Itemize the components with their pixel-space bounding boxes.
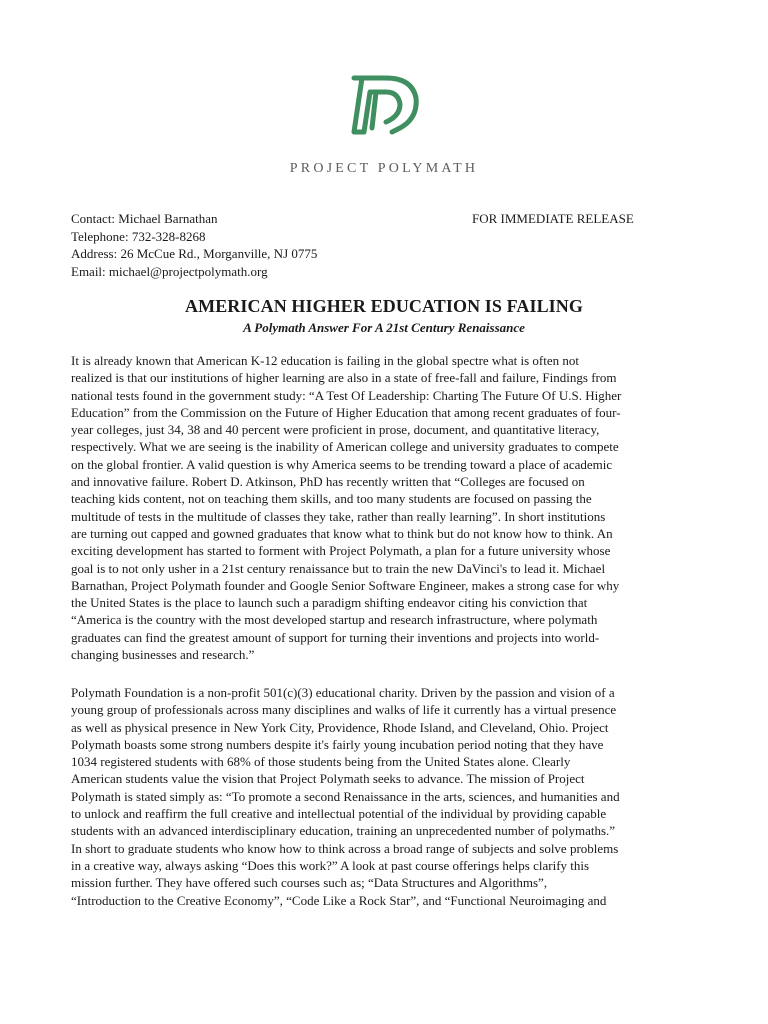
paragraph-line: “Introduction to the Creative Economy”, “Code Like a Rock Star”, and “Functional Neuroimaging and	[71, 892, 607, 908]
brand-name: PROJECT POLYMATH	[289, 161, 479, 176]
paragraph-line: Polymath is stated simply as: “To promote a second Renaissance in the arts, sciences, and humanities and	[71, 788, 620, 804]
paragraph-line: Polymath Foundation is a non-profit 501(c)(3) educational charity. Driven by the passion and vision of a	[71, 685, 615, 700]
paragraph-line: Polymath boasts some strong numbers despite it's fairly young incubation period noting that they have	[71, 736, 604, 752]
contact-name: Contact: Michael Barnathan	[71, 211, 218, 226]
paragraph-line: respectively. What we are seeing is the inability of American college and university graduates to compete	[71, 439, 619, 455]
paragraph-line: American students value the vision that Project Polymath seeks to advance. The mission of Project	[71, 771, 585, 787]
paragraph-line: Education” from the Commission on the Future of Higher Education that among recent graduates of four-	[71, 404, 621, 420]
paragraph-line: “America is the country with the most developed startup and research infrastructure, where polymath	[71, 612, 598, 628]
paragraph-line: goal is to not only usher in a 21st century renaissance but to train the new DaVinci's to lead it. Michael	[71, 560, 606, 576]
paragraph-line: and innovative failure. Robert D. Atkinson, PhD has recently written that “Colleges are focused on	[71, 474, 585, 490]
paragraph-line: the United States is the place to launch such a paradigm shifting endeavor citing his conviction that	[71, 595, 588, 611]
paragraph-line: Barnathan, Project Polymath founder and Google Senior Software Engineer, makes a strong case for why	[71, 577, 620, 593]
body-paragraph-2	[71, 684, 701, 909]
paragraph-line: mission further. They have offered such courses such as; “Data Structures and Algorithms”,	[71, 875, 548, 891]
logo	[0, 70, 768, 140]
paragraph-line: It is already known that American K-12 education is failing in the global spectre what is often not	[71, 353, 579, 368]
paragraph-line: students with an advanced interdisciplinary education, training an unprecedented number of polymaths.”	[71, 823, 616, 839]
headline: AMERICAN HIGHER EDUCATION IS FAILING	[185, 296, 583, 316]
paragraph-line: national tests found in the government study: “A Test Of Leadership: Charting The Future Of U.S. Higher	[71, 387, 622, 403]
paragraph-line: to unlock and reaffirm the full creative and intellectual potential of the individual by providing capable	[71, 806, 607, 822]
release-notice: FOR IMMEDIATE RELEASE	[472, 211, 634, 226]
paragraph-line: exciting development has started to forment with Project Polymath, a plan for a future university whose	[71, 543, 611, 559]
paragraph-line: 1034 registered students with 68% of those students being from the United States alone. Clearly	[71, 754, 571, 770]
contact-block	[71, 210, 317, 280]
paragraph-line: teaching kids content, not on teaching them skills, and too many students are focused on passing the	[71, 491, 592, 507]
paragraph-line: in a creative way, always asking “Does this work?” A look at past course offerings helps clarify this	[71, 857, 590, 873]
paragraph-line: changing businesses and research.”	[71, 647, 255, 663]
paragraph-line: on the global frontier. A valid question is why America seems to be trending toward a place of academic	[71, 456, 613, 472]
subheadline: A Polymath Answer For A 21st Century Renaissance	[243, 320, 525, 335]
contact-address: Address: 26 McCue Rd., Morganville, NJ 0775	[71, 246, 318, 261]
paragraph-line: realized is that our institutions of higher learning are also in a state of free-fall and failure, Findings from	[71, 370, 617, 386]
contact-email: Email: michael@projectpolymath.org	[71, 263, 268, 279]
paragraph-line: graduates can find the greatest amount of support for turning their inventions and projects into world-	[71, 629, 600, 645]
paragraph-line: multitude of tests in the multitude of classes they take, rather than really learning”. In short institutions	[71, 508, 606, 524]
paragraph-line: In short to graduate students who know how to think across a broad range of subjects and solve problems	[71, 840, 619, 856]
paragraph-line: are turning out capped and gowned graduates that know what to think but do not know how to think. An	[71, 525, 613, 541]
paragraph-line: as well as physical presence in New York City, Providence, Rhode Island, and Cleveland, Ohio. Project	[71, 719, 609, 735]
body-paragraph-1	[71, 352, 701, 663]
project-polymath-logo-icon	[342, 70, 426, 140]
paragraph-line: young group of professionals across many disciplines and walks of life it currently has a virtual presence	[71, 702, 617, 718]
paragraph-line: year colleges, just 34, 38 and 40 percent were proficient in prose, document, and quantitative literacy,	[71, 422, 600, 438]
contact-telephone: Telephone: 732-328-8268	[71, 228, 206, 244]
